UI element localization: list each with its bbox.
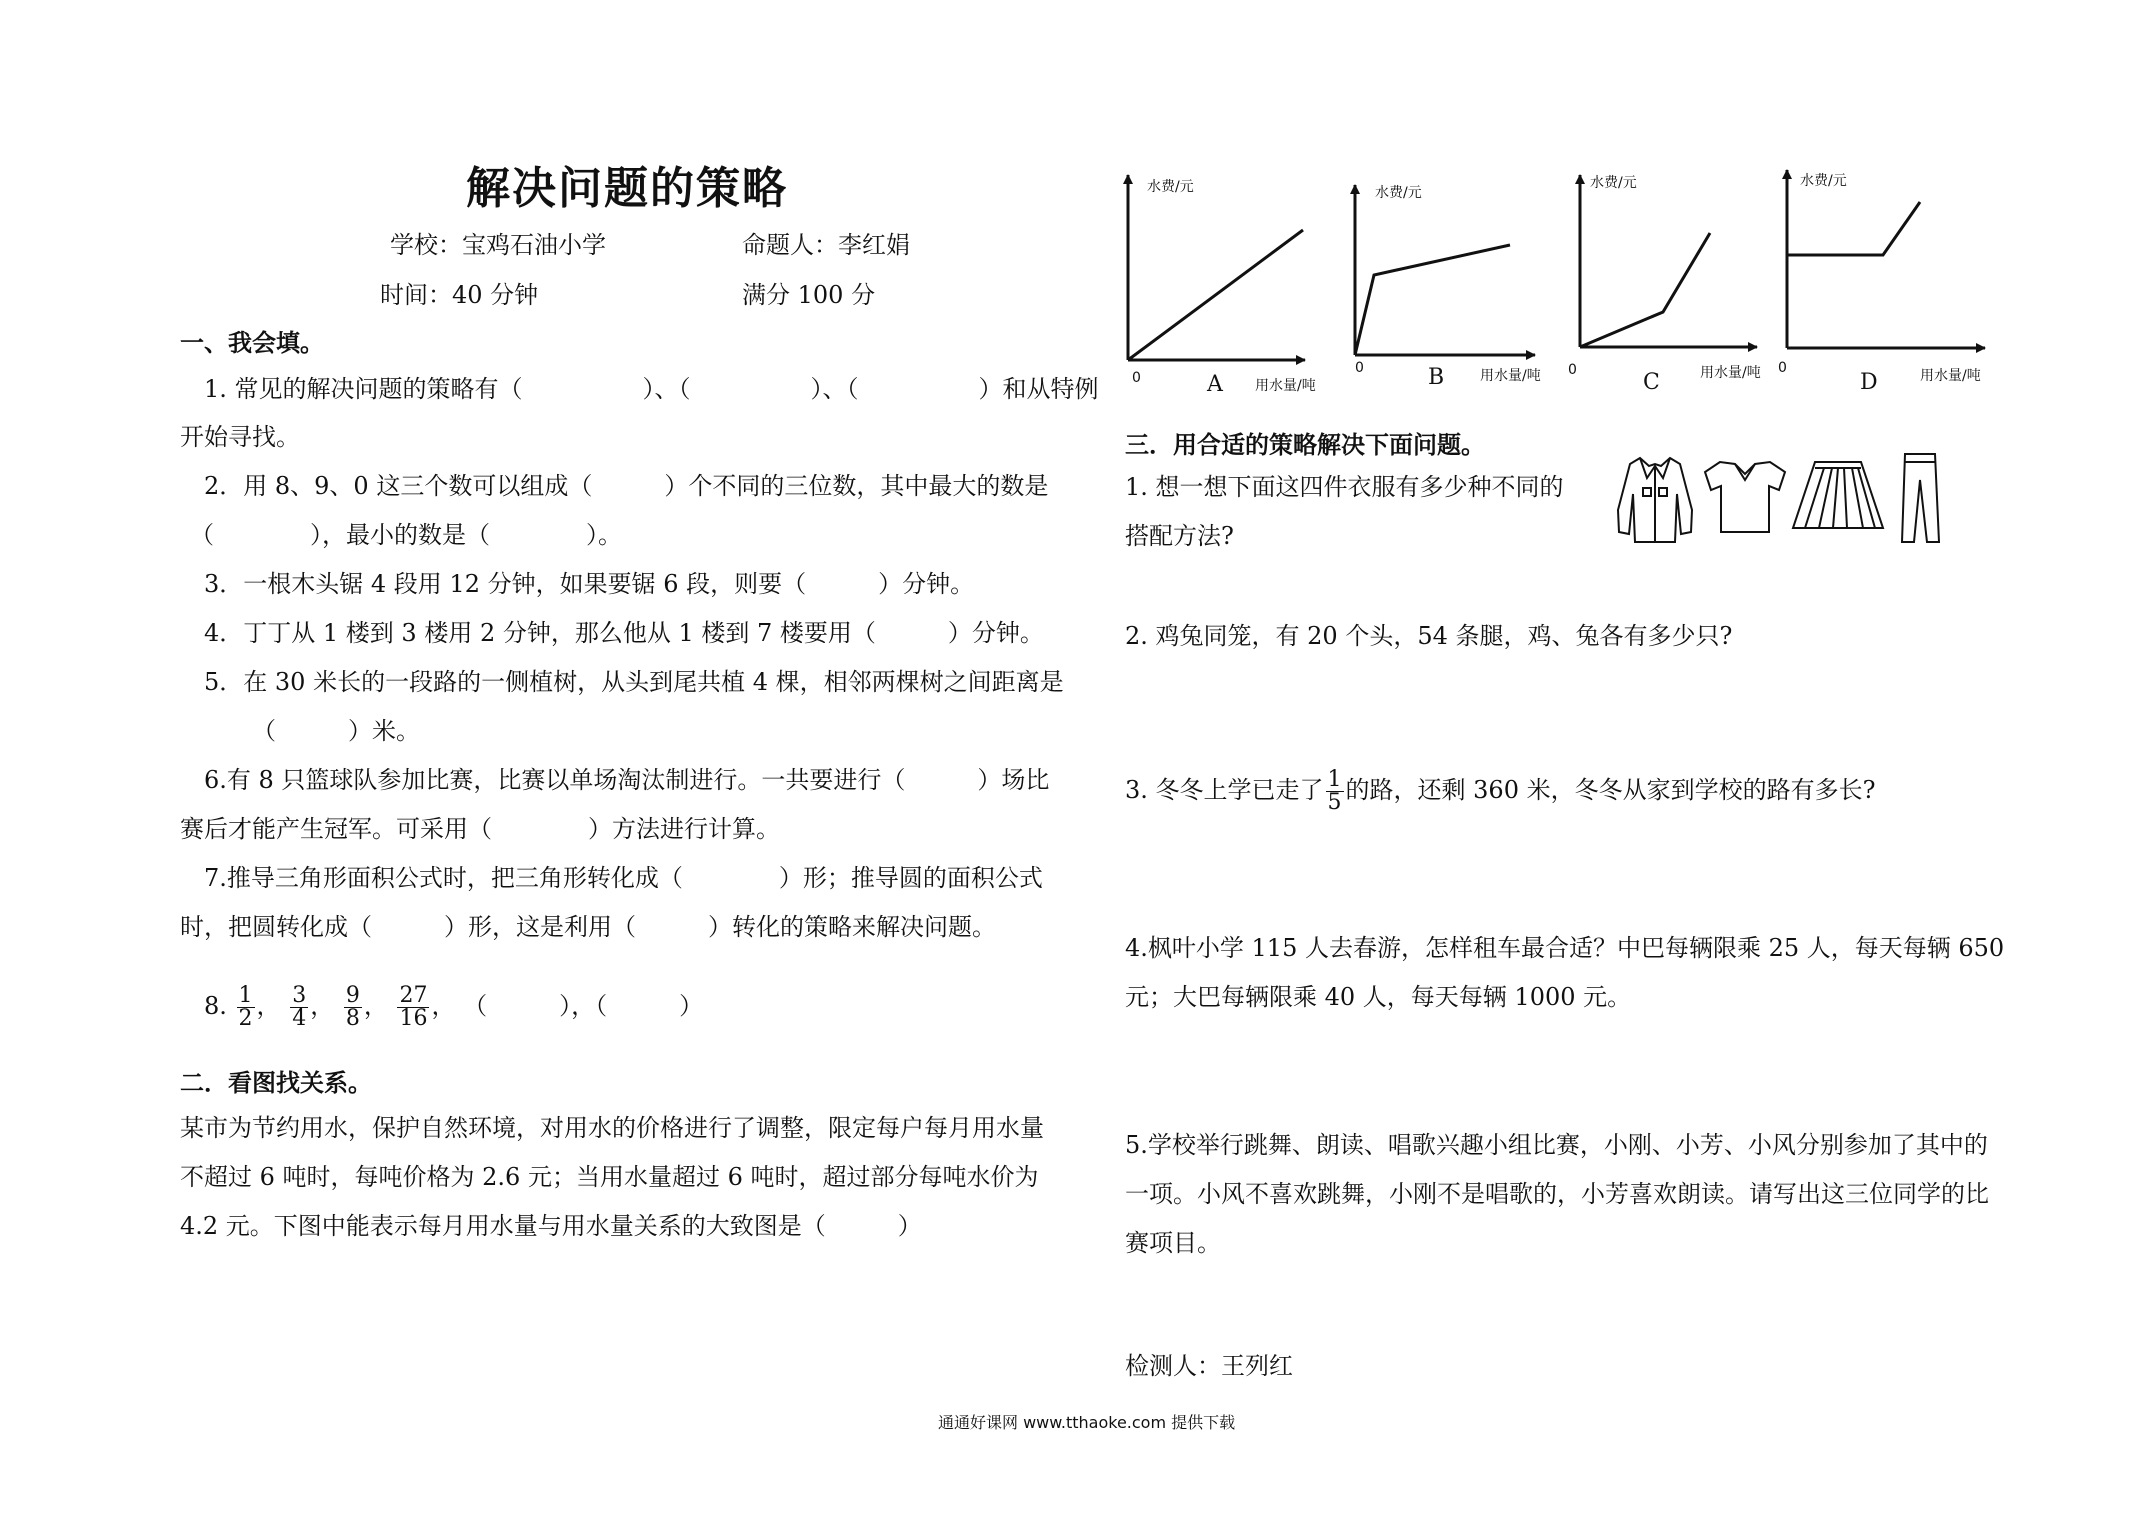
graph-d-letter: D [1860, 370, 1878, 395]
clothing-illustration [1615, 450, 1955, 550]
graph-c-ylabel: 水费/元 [1590, 175, 1637, 191]
s1-question7-line1: 7.推导三角形面积公式时，把三角形转化成（ ）形；推导圆的面积公式 [204, 864, 1043, 892]
graph-c-letter: C [1643, 370, 1660, 395]
graph-a-origin: 0 [1132, 370, 1141, 386]
author-label: 命题人：李红娟 [742, 231, 910, 259]
s3-question5-line3: 赛项目。 [1125, 1229, 1221, 1257]
graph-c-origin: 0 [1568, 362, 1577, 378]
s2-paragraph-line3: 4.2 元。下图中能表示每月用水量与用水量关系的大致图是（ ） [180, 1212, 922, 1240]
school-label: 学校：宝鸡石油小学 [390, 231, 606, 259]
s3-q3-suffix: 的路，还剩 360 米，冬冬从家到学校的路有多长? [1345, 776, 1876, 804]
s3-question4-line1: 4.枫叶小学 115 人去春游，怎样租车最合适？中巴每辆限乘 25 人，每天每辆 650 [1125, 934, 2005, 962]
graph-c [1580, 175, 1757, 347]
graph-d-xlabel: 用水量/吨 [1920, 368, 1981, 384]
graph-b [1355, 185, 1535, 355]
s1-question8: 8. $\frac{1}{2}$ ， $\frac{3}{4}$ ， $\frac{9}{8}$ ， $\frac{27}{16}$ ， （ ），（ ） [204, 983, 704, 1031]
skirt-icon [1793, 462, 1883, 528]
s1-question2-line1: 2．用 8、9、0 这三个数可以组成（ ）个不同的三位数，其中最大的数是 [204, 472, 1049, 500]
score-label: 满分 100 分 [742, 281, 876, 309]
q8-fraction-1: $\frac{1}{2}$ [238, 983, 253, 1031]
trousers-icon [1902, 454, 1939, 542]
s3-question3 [1125, 760, 1875, 820]
graph-b-ylabel: 水费/元 [1375, 185, 1422, 201]
time-label: 时间：40 分钟 [380, 281, 539, 309]
s1-question4: 4．丁丁从 1 楼到 3 楼用 2 分钟，那么他从 1 楼到 7 楼要用（ ）分钟。 [204, 619, 1044, 647]
s3-question5-line1: 5.学校举行跳舞、朗读、唱歌兴趣小组比赛，小刚、小芳、小风分别参加了其中的 [1125, 1131, 1988, 1159]
s1-question6-line1: 6.有 8 只篮球队参加比赛，比赛以单场淘汰制进行。一共要进行（ ）场比 [204, 766, 1050, 794]
checker-label: 检测人：王列红 [1125, 1352, 1293, 1380]
jacket-icon [1618, 458, 1692, 542]
s1-question5-line2: （ ）米。 [252, 717, 420, 745]
s2-paragraph-line2: 不超过 6 吨时，每吨价格为 2.6 元；当用水量超过 6 吨时，超过部分每吨水价为 [180, 1163, 1039, 1191]
graph-c-xlabel: 用水量/吨 [1700, 365, 1761, 381]
s1-question2-line2: （ ），最小的数是（ ）。 [190, 521, 622, 549]
graph-a-xlabel: 用水量/吨 [1255, 378, 1316, 394]
shirt-icon [1705, 462, 1785, 532]
graph-a-letter: A [1207, 372, 1223, 397]
s3-question1-line2: 搭配方法? [1125, 522, 1234, 550]
q8-blanks: （ ），（ ） [463, 992, 704, 1020]
q8-fraction-4: $\frac{27}{16}$ [399, 983, 428, 1031]
graph-b-letter: B [1428, 365, 1445, 390]
graph-b-line [1355, 245, 1510, 355]
s3-q3-prefix: 3. 冬冬上学已走了 [1125, 776, 1324, 804]
page-title: 解决问题的策略 [466, 163, 788, 214]
s3-question2: 2. 鸡兔同笼，有 20 个头，54 条腿，鸡、兔各有多少只? [1125, 622, 1733, 650]
s1-question1-line1: 1. 常见的解决问题的策略有（ ）、（ ）、（ ）和从特例 [204, 375, 1099, 403]
s1-question1-line2: 开始寻找。 [180, 423, 300, 451]
graph-a [1128, 175, 1305, 360]
graph-a-ylabel: 水费/元 [1147, 179, 1194, 195]
section3-heading: 三．用合适的策略解决下面问题。 [1125, 430, 1485, 459]
graph-d-ylabel: 水费/元 [1800, 173, 1847, 189]
s3-question5-line2: 一项。小风不喜欢跳舞，小刚不是唱歌的，小芳喜欢朗读。请写出这三位同学的比 [1125, 1180, 1989, 1208]
graph-a-line [1128, 230, 1303, 360]
s1-question5-line1: 5．在 30 米长的一段路的一侧植树，从头到尾共植 4 棵，相邻两棵树之间距离是 [204, 668, 1064, 696]
graph-d-origin: 0 [1778, 360, 1787, 376]
footer-text: 通通好课网 www.tthaoke.com 提供下载 [938, 1413, 1236, 1432]
s1-question7-line2: 时，把圆转化成（ ）形，这是利用（ ）转化的策略来解决问题。 [180, 913, 996, 941]
q8-prefix: 8. [204, 992, 227, 1020]
q8-fraction-2: $\frac{3}{4}$ [292, 983, 307, 1031]
graph-d-line [1787, 202, 1920, 255]
graph-b-origin: 0 [1355, 360, 1364, 376]
section2-heading: 二．看图找关系。 [180, 1068, 372, 1097]
s1-question6-line2: 赛后才能产生冠军。可采用（ ）方法进行计算。 [180, 815, 780, 843]
graph-b-xlabel: 用水量/吨 [1480, 368, 1541, 384]
graph-d [1787, 170, 1985, 348]
graph-c-line [1580, 233, 1710, 347]
s3-q3-fraction: $\frac{1}{5}$ [1327, 767, 1342, 815]
s3-question1-line1: 1. 想一想下面这四件衣服有多少种不同的 [1125, 473, 1564, 501]
q8-fraction-3: $\frac{9}{8}$ [345, 983, 360, 1031]
section1-heading: 一、我会填。 [180, 328, 324, 357]
s2-paragraph-line1: 某市为节约用水，保护自然环境，对用水的价格进行了调整，限定每户每月用水量 [180, 1114, 1044, 1142]
s1-question3: 3．一根木头锯 4 段用 12 分钟，如果要锯 6 段，则要（ ）分钟。 [204, 570, 975, 598]
s3-question4-line2: 元；大巴每辆限乘 40 人，每天每辆 1000 元。 [1125, 983, 1632, 1011]
